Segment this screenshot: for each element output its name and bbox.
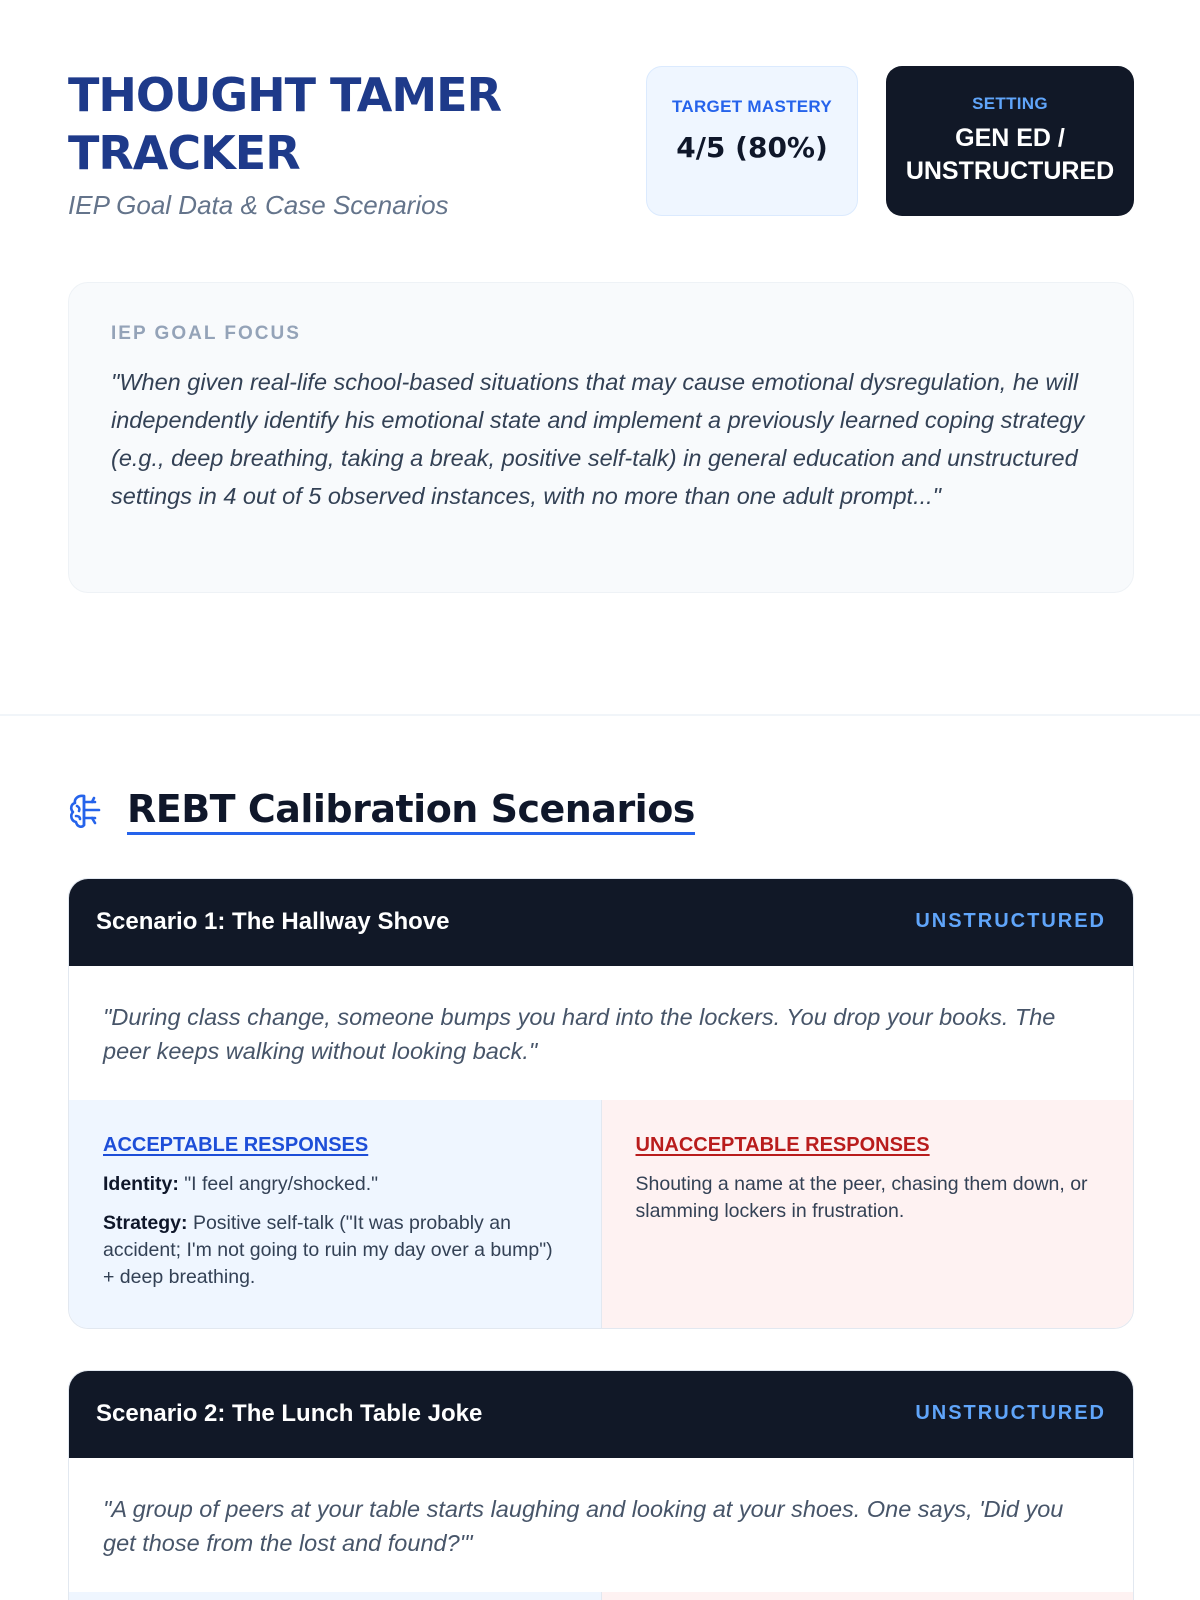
setting-label: SETTING [972, 94, 1048, 113]
scenario-quote: "A group of peers at your table starts laughing and looking at your shoes. One says, 'Did you get those from the lost and found?'" [103, 1496, 1064, 1556]
acceptable-responses-panel [69, 1100, 602, 1329]
scenario-title: Scenario 1: The Hallway Shove [96, 908, 450, 935]
target-mastery-card [646, 66, 858, 216]
acceptable-responses-panel [69, 1592, 602, 1600]
identity-label: Identity: [103, 1173, 179, 1195]
unacceptable-responses-heading: UNACCEPTABLE RESPONSES [635, 1134, 930, 1156]
header [68, 66, 1134, 226]
iep-goal-text: "When given real-life school-based situations that may cause emotional dysregulation, he will independently identify his emotional state and implement a previously learned coping strategy (e.g., deep breathing, taking a break, positive self-talk) in general education and unstructured settings in 4 out of 5 observed instances, with no more than one adult prompt..." [111, 369, 1085, 509]
unacceptable-responses-panel [602, 1100, 1134, 1329]
section-heading [68, 786, 968, 836]
scenario-setting-tag: UNSTRUCTURED [915, 910, 1106, 932]
strategy-item [103, 1210, 567, 1291]
iep-goal-box [68, 282, 1134, 593]
brain-icon [68, 792, 104, 830]
section-divider [0, 714, 1200, 716]
identity-item [103, 1171, 567, 1198]
setting-value: GEN ED / UNSTRUCTURED [905, 124, 1115, 185]
acceptable-responses-heading: ACCEPTABLE RESPONSES [103, 1134, 369, 1156]
page-title: THOUGHT TAMER TRACKER [68, 68, 502, 180]
title-block [68, 66, 628, 221]
strategy-text: Positive self-talk ("It was probably an accident; I'm not going to ruin my day over a bump") + deep breathing. [103, 1212, 553, 1288]
setting-card [886, 66, 1134, 216]
target-mastery-label: TARGET MASTERY [671, 97, 833, 116]
unacceptable-responses-text: Shouting a name at the peer, chasing them down, or slamming lockers in frustration. [635, 1173, 1088, 1222]
page-subtitle: IEP Goal Data & Case Scenarios [68, 190, 449, 220]
scenario-header [69, 879, 1133, 966]
scenario-title: Scenario 2: The Lunch Table Joke [96, 1400, 483, 1427]
section-title: REBT Calibration Scenarios [127, 786, 695, 835]
scenario-setting-tag: UNSTRUCTURED [915, 1402, 1106, 1424]
scenario-responses [69, 1100, 1133, 1329]
scenario-responses [69, 1592, 1133, 1600]
scenario-quote: "During class change, someone bumps you hard into the lockers. You drop your books. The peer keeps walking without looking back." [103, 1004, 1056, 1064]
scenario-card [68, 878, 1134, 1329]
scenario-header [69, 1371, 1133, 1458]
iep-goal-label: IEP GOAL FOCUS [111, 323, 301, 344]
unacceptable-responses-panel [602, 1592, 1134, 1600]
scenario-card [68, 1370, 1134, 1600]
identity-text: "I feel angry/shocked." [178, 1173, 379, 1195]
target-mastery-value: 4/5 (80%) [676, 131, 828, 164]
strategy-label: Strategy: [103, 1212, 188, 1234]
